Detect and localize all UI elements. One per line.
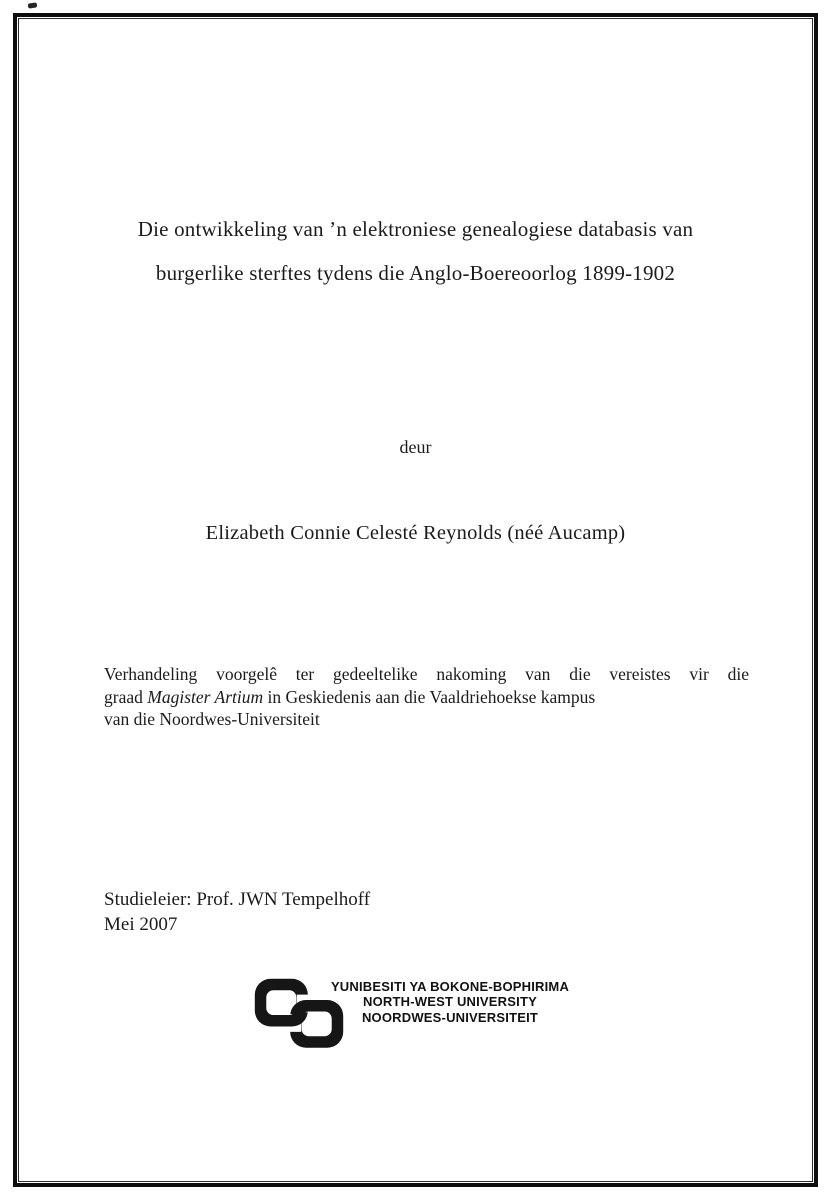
statement-line-1: Verhandeling voorgelê ter gedeeltelike nakoming van die vereistes vir die	[104, 664, 749, 684]
scan-speck	[28, 2, 38, 8]
statement-line-3: van die Noordwes-Universiteit	[104, 709, 320, 730]
logo-text-afrikaans: NOORDWES-UNIVERSITEIT	[361, 1009, 539, 1025]
degree-statement	[104, 663, 749, 731]
degree-name-italic: Magister Artium	[147, 686, 264, 707]
date-line: Mei 2007	[104, 913, 178, 935]
byline-label: deur	[399, 437, 432, 457]
supervisor-block	[104, 888, 370, 937]
title-line-2: burgerlike sterftes tydens die Anglo-Boereoorlog 1899-1902	[155, 261, 676, 285]
statement-line-2-pre: graad	[104, 686, 148, 707]
author-name: Elizabeth Connie Celesté Reynolds (néé Aucamp)	[205, 522, 626, 544]
nwu-logo-text	[322, 979, 578, 1025]
supervisor-line: Studieleier: Prof. JWN Tempelhoff	[104, 889, 371, 910]
statement-line-2	[104, 686, 749, 709]
logo-text-english: NORTH-WEST UNIVERSITY	[363, 994, 537, 1010]
thesis-title	[55, 207, 776, 295]
logo-text-setswana: YUNIBESITI YA BOKONE-BOPHIRIMA	[330, 979, 570, 994]
statement-line-2-post: in Geskiedenis aan die Vaaldriehoekse kampus	[263, 686, 596, 707]
title-line-1: Die ontwikkeling van ’n elektroniese genealogiese databasis van	[137, 217, 694, 241]
